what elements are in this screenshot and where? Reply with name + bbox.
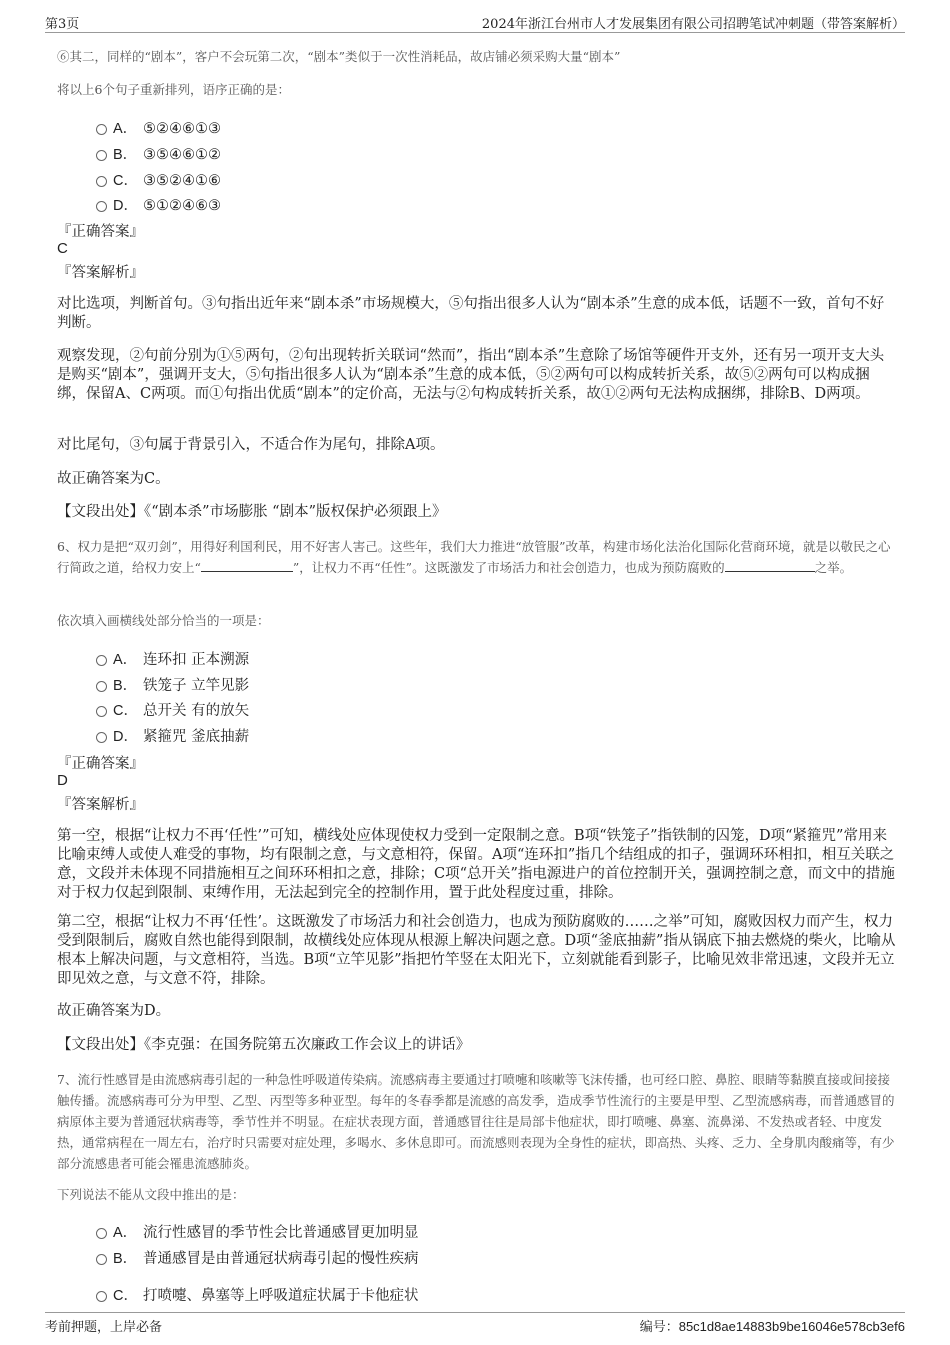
document-title: 2024年浙江台州市人才发展集团有限公司招聘笔试冲刺题（带答案解析）	[481, 17, 905, 32]
radio-icon[interactable]	[96, 150, 107, 161]
radio-icon[interactable]	[96, 1228, 107, 1239]
q5-option-a[interactable]: A． ⑤②④⑥①③	[96, 117, 221, 137]
blank-1	[201, 559, 293, 572]
q7-prompt: 下列说法不能从文段中推出的是：	[57, 1187, 245, 1202]
q6-answer-label: 『正确答案』	[57, 756, 144, 772]
radio-icon[interactable]	[96, 655, 107, 666]
q6-stem: 6、权力是把“双刃剑”，用得好利国利民，用不好害人害己。这些年，我们大力推进“放管服”改革，构建市场化法治化国际化营商环境，就是以敬民之心行简政之道，给权力安上“ ”，让权力不再“任性”。这既激发了市场活力和社会创造力，也成为预防腐败的 之举。	[57, 539, 891, 575]
q6-analysis-label: 『答案解析』	[57, 797, 144, 813]
q6-analysis-1: 第一空，根据“让权力不再‘任性’”可知，横线处应体现使权力受到一定限制之意。B项“铁笼子”指铁制的囚笼，D项“紧箍咒”常用来比喻束缚人或使人难受的事物，均有限制之意，与文意相符，保留。A项“连环扣”指几个结组成的扣子，强调环环相扣，相互关联之意，文段并未体现不同措施相互之间环环相扣之意，排除；C项“总开关”指电源进户的首位控制开关，强调控制之意，而文中的措施对于权力仅起到限制、束缚作用，无法起到完全的控制作用，置于此处程度过重，排除。	[57, 828, 895, 901]
q6-analysis-3: 故正确答案为D。	[57, 1003, 171, 1019]
radio-icon[interactable]	[96, 1254, 107, 1265]
q7-option-c[interactable]: C． 打喷嚏、鼻塞等上呼吸道症状属于卡他症状	[96, 1284, 419, 1304]
q5-answer: C	[57, 240, 68, 257]
q5-option-b[interactable]: B． ③⑤④⑥①②	[96, 143, 221, 163]
radio-icon[interactable]	[96, 706, 107, 717]
radio-icon[interactable]	[96, 201, 107, 212]
radio-icon[interactable]	[96, 124, 107, 135]
q5-source: 【文段出处】《“剧本杀”市场膨胀 “剧本”版权保护必须跟上》	[57, 504, 447, 520]
page-number: 第3页	[45, 17, 80, 32]
q5-option-d[interactable]: D． ⑤①②④⑥③	[96, 194, 221, 214]
q6-analysis-2: 第二空，根据“让权力不再‘任性’。这既激发了市场活力和社会创造力，也成为预防腐败的……之举”可知，腐败因权力而产生，权力受到限制后，腐败自然也能得到限制，故横线处应体现从根源上解决问题之意。D项“釜底抽薪”指从锅底下抽去燃烧的柴火，比喻从根本上解决问题，与文意相符，当选。B项“立竿见影”指把竹竿竖在太阳光下，立刻就能看到影子，比喻见效非常迅速，文段并无立即见效之意，与文意不符，排除。	[57, 914, 896, 987]
q5-option-c[interactable]: C． ③⑤②④①⑥	[96, 169, 221, 189]
q5-analysis-3: 对比尾句，③句属于背景引入，不适合作为尾句，排除A项。	[57, 437, 445, 453]
q7-option-b[interactable]: B． 普通感冒是由普通冠状病毒引起的慢性疾病	[96, 1247, 419, 1267]
q6-option-d[interactable]: D． 紧箍咒 釜底抽薪	[96, 725, 249, 745]
document-code: 编号：85c1d8ae14883b9be16046e578cb3ef6	[639, 1319, 905, 1335]
q5-analysis-1: 对比选项，判断首句。③句指出近年来“剧本杀”市场规模大，⑤句指出很多人认为“剧本杀”生意的成本低，话题不一致，首句不好判断。	[57, 296, 885, 331]
radio-icon[interactable]	[96, 176, 107, 187]
q6-option-a[interactable]: A． 连环扣 正本溯源	[96, 648, 249, 668]
page-header	[45, 10, 905, 33]
q5-answer-label: 『正确答案』	[57, 224, 144, 240]
q5-sentence-6: ⑥其二，同样的“剧本”，客户不会玩第二次，“剧本”类似于一次性消耗品，故店铺必须采购大量“剧本”	[57, 49, 621, 64]
page-footer	[45, 1312, 905, 1335]
q6-source: 【文段出处】《李克强：在国务院第五次廉政工作会议上的讲话》	[57, 1037, 471, 1053]
q6-option-c[interactable]: C． 总开关 有的放矢	[96, 699, 249, 719]
blank-2	[725, 559, 815, 572]
q7-option-a[interactable]: A． 流行性感冒的季节性会比普通感冒更加明显	[96, 1221, 419, 1241]
footer-slogan: 考前押题，上岸必备	[45, 1320, 163, 1335]
q6-prompt: 依次填入画横线处部分恰当的一项是：	[57, 613, 270, 628]
radio-icon[interactable]	[96, 732, 107, 743]
q6-answer: D	[57, 772, 68, 789]
q5-prompt: 将以上6个句子重新排列，语序正确的是：	[57, 82, 290, 97]
q7-stem: 7、流行性感冒是由流感病毒引起的一种急性呼吸道传染病。流感病毒主要通过打喷嚏和咳嗽等飞沫传播，也可经口腔、鼻腔、眼睛等黏膜直接或间接接触传播。流感病毒可分为甲型、乙型、丙型等多种亚型。每年的冬春季都是流感的高发季，造成季节性流行的主要是甲型、乙型流感病毒，而普通感冒的病原体主要为普通冠状病毒等，季节性并不明显。在症状表现方面，普通感冒往往是局部卡他症状，即打喷嚏、鼻塞、流鼻涕、不发热或者轻、中度发热，通常病程在一周左右，治疗时只需要对症处理，多喝水、多休息即可。而流感则表现为全身性的症状，即高热、头疼、乏力、全身肌肉酸痛等，有少部分流感患者可能会罹患流感肺炎。	[57, 1072, 895, 1171]
q6-option-b[interactable]: B． 铁笼子 立竿见影	[96, 674, 249, 694]
q5-analysis-label: 『答案解析』	[57, 265, 144, 281]
radio-icon[interactable]	[96, 681, 107, 692]
q5-analysis-2: 观察发现，②句前分别为①⑤两句，②句出现转折关联词“然而”，指出“剧本杀”生意除了场馆等硬件开支外，还有另一项开支大头是购买“剧本”，强调开支大，⑤句指出很多人认为“剧本杀”生意的成本低，⑤②两句可以构成转折关系，故⑤②两句可以构成捆绑，保留A、C两项。而①句指出优质“剧本”的定价高，无法与②句构成转折关系，故①②两句无法构成捆绑，排除B、D两项。	[57, 348, 885, 402]
radio-icon[interactable]	[96, 1291, 107, 1302]
q5-analysis-4: 故正确答案为C。	[57, 471, 170, 487]
